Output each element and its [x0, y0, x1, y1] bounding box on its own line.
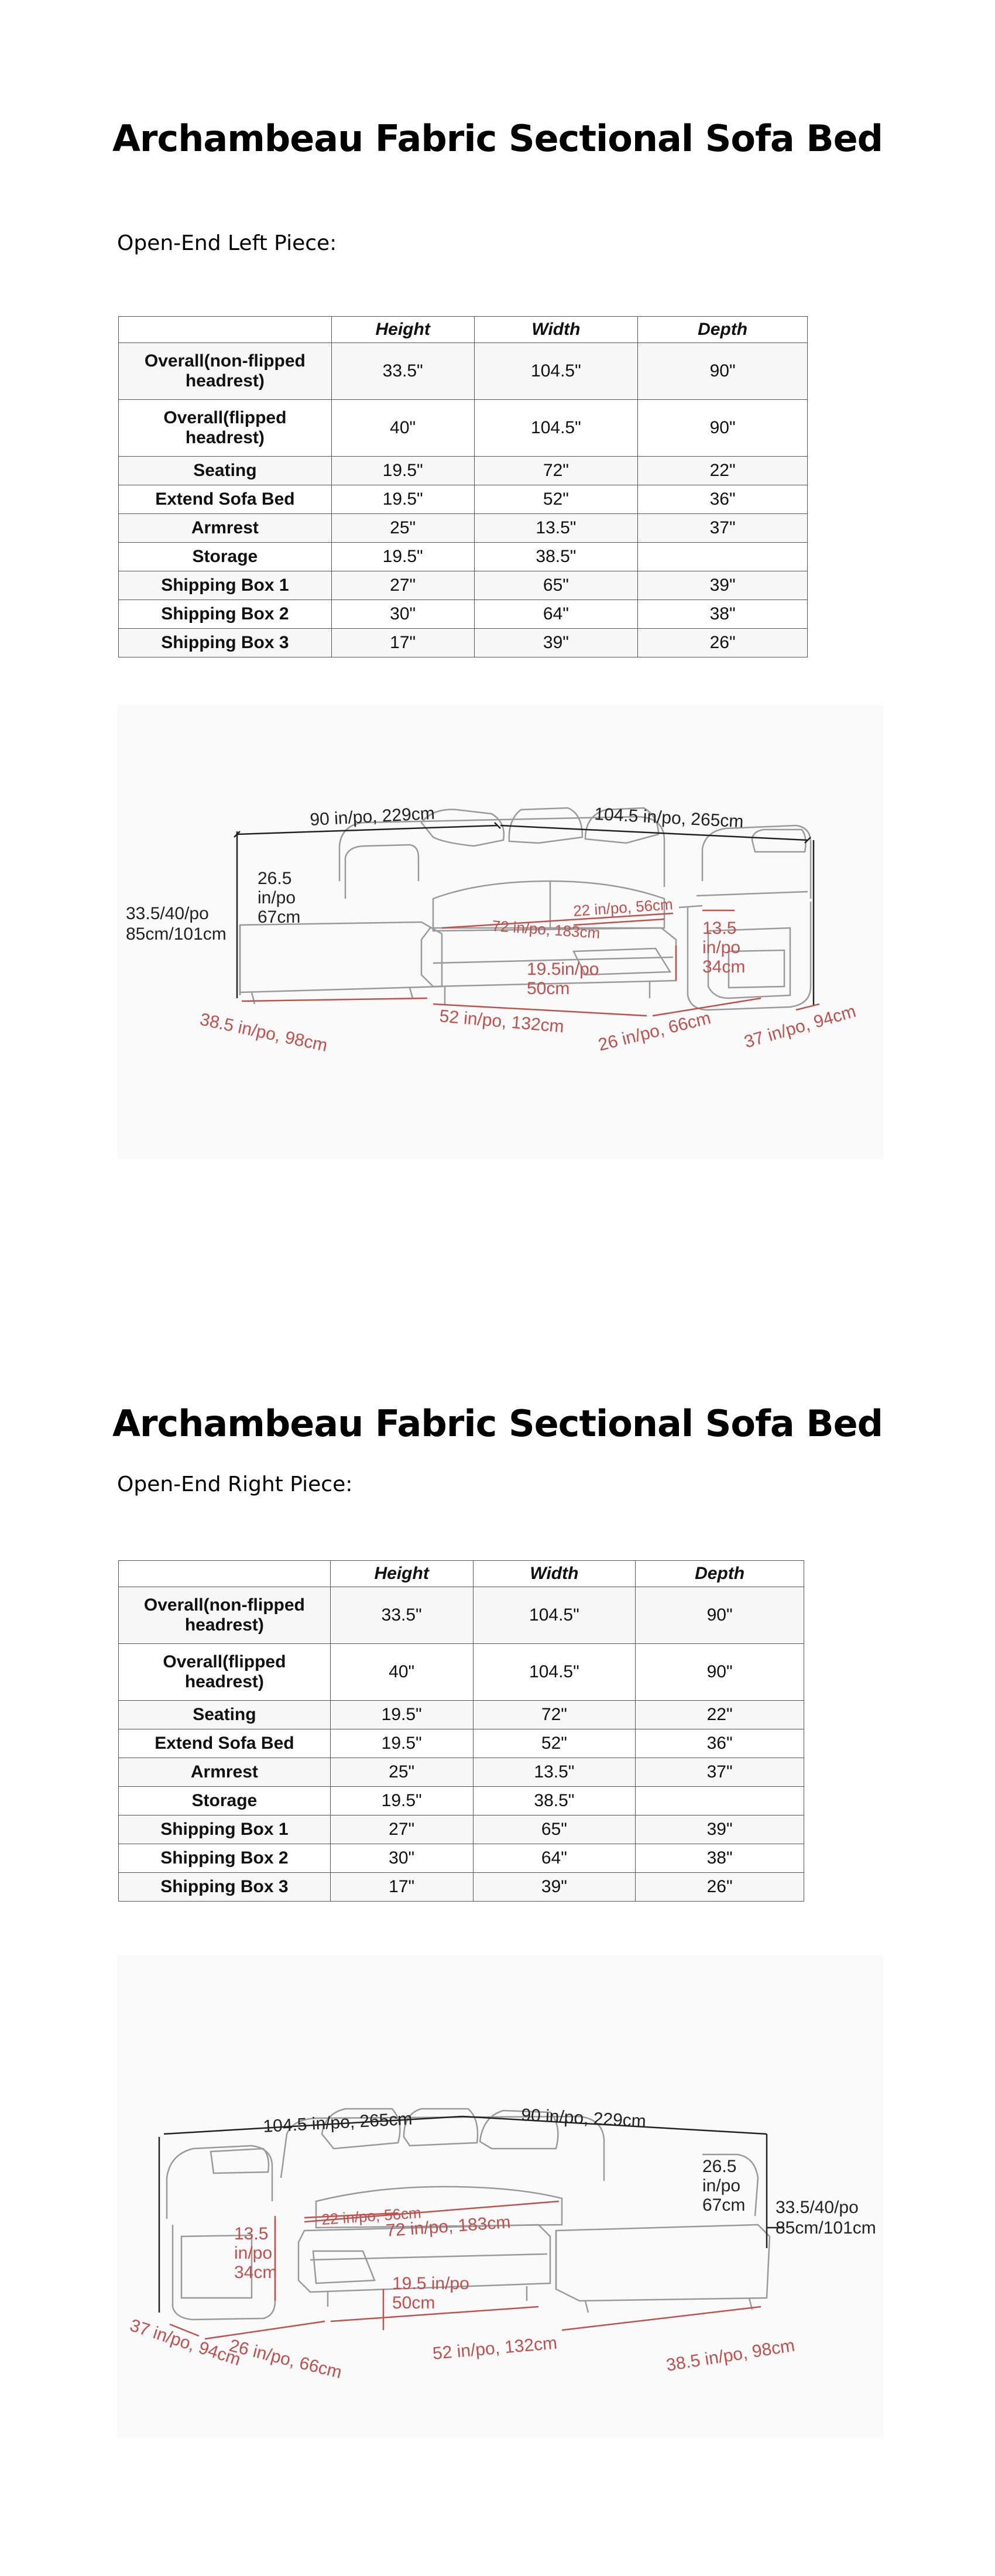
cell-depth: 90": [636, 1587, 804, 1644]
dimensions-table: [118, 1560, 804, 1902]
cell-depth: 26": [636, 1873, 804, 1902]
dim-armrest-line2: in/po: [234, 2243, 273, 2263]
cell-height: 40": [331, 400, 474, 457]
table-row: [119, 457, 808, 485]
cell-height: 27": [331, 571, 474, 600]
dim-armrest-line3: 34cm: [702, 957, 746, 977]
table-row: [119, 629, 808, 657]
cell-depth: 90": [638, 343, 808, 400]
dim-bed-width: 52 in/po, 132cm: [431, 2333, 558, 2363]
dim-height-line2: 85cm/101cm: [776, 2218, 876, 2238]
dim-armrest-line1: 13.5: [234, 2224, 269, 2243]
dim-backrest-line3: 67cm: [702, 2195, 746, 2215]
section-subtitle: Open-End Left Piece:: [117, 231, 337, 255]
dim-armrest-line3: 34cm: [234, 2263, 277, 2282]
table-row: [119, 1844, 804, 1873]
dim-bed-height-line1: 19.5 in/po: [392, 2274, 469, 2293]
table-header-row: [119, 317, 808, 343]
cell-width: 52": [473, 1729, 636, 1758]
header-blank: [119, 317, 332, 343]
cell-height: 25": [330, 1758, 473, 1787]
cell-height: 19.5": [331, 543, 474, 571]
dim-storage-depth: 38.5 in/po, 98cm: [664, 2335, 797, 2375]
row-label: Shipping Box 2: [119, 1844, 331, 1873]
cell-width: 65": [474, 571, 638, 600]
dim-height-line2: 85cm/101cm: [126, 924, 227, 944]
header-depth: Depth: [636, 1561, 804, 1587]
cell-depth: 37": [636, 1758, 804, 1787]
dim-top-left: 90 in/po, 229cm: [309, 803, 435, 830]
dim-seat-depth: 22 in/po, 56cm: [572, 895, 674, 920]
row-label: Shipping Box 1: [119, 1815, 331, 1844]
dim-storage-depth: 38.5 in/po, 98cm: [198, 1009, 330, 1056]
sofa-diagram-svg: [117, 705, 884, 1159]
dim-armrest-line1: 13.5: [702, 919, 737, 938]
dim-seat-depth: 22 in/po, 56cm: [321, 2204, 422, 2228]
dim-top-left: 104.5 in/po, 265cm: [262, 2109, 413, 2136]
cell-depth: 39": [638, 571, 808, 600]
row-label: Overall(non-flipped headrest): [119, 1587, 331, 1644]
cell-width: 39": [474, 629, 638, 657]
table-row: [119, 485, 808, 514]
row-label: Shipping Box 2: [119, 600, 332, 629]
table-header-row: [119, 1561, 804, 1587]
cell-depth: 22": [638, 457, 808, 485]
row-label: Shipping Box 3: [119, 1873, 331, 1902]
cell-height: 33.5": [330, 1587, 473, 1644]
cell-height: 27": [330, 1815, 473, 1844]
row-label: Shipping Box 1: [119, 571, 332, 600]
row-label: Seating: [119, 457, 332, 485]
table-row: [119, 571, 808, 600]
dim-height-line1: 33.5/40/po: [776, 2198, 859, 2217]
table-row: [119, 1701, 804, 1729]
cell-width: 13.5": [474, 514, 638, 543]
cell-width: 104.5": [473, 1644, 636, 1701]
dim-bed-width: 52 in/po, 132cm: [438, 1006, 565, 1037]
cell-width: 64": [473, 1844, 636, 1873]
sofa-dimension-diagram-left: [117, 705, 884, 1159]
cell-width: 104.5": [473, 1587, 636, 1644]
header-blank: [119, 1561, 331, 1587]
table-row: [119, 343, 808, 400]
header-depth: Depth: [638, 317, 808, 343]
page-title: Archambeau Fabric Sectional Sofa Bed: [112, 1402, 883, 1445]
header-width: Width: [473, 1561, 636, 1587]
cell-depth: 90": [636, 1644, 804, 1701]
table-row: [119, 1873, 804, 1902]
cell-height: 25": [331, 514, 474, 543]
cell-depth: 39": [636, 1815, 804, 1844]
cell-depth: 22": [636, 1701, 804, 1729]
cell-width: 39": [473, 1873, 636, 1902]
cell-width: 52": [474, 485, 638, 514]
row-label: Overall(non-flipped headrest): [119, 343, 332, 400]
cell-height: 19.5": [331, 485, 474, 514]
table-row: [119, 1815, 804, 1844]
header-width: Width: [474, 317, 638, 343]
dim-backrest-line1: 26.5: [702, 2157, 737, 2176]
table-row: [119, 400, 808, 457]
dim-top-right: 104.5 in/po, 265cm: [593, 804, 744, 832]
sofa-dimension-diagram-right: [117, 1955, 884, 2438]
table-row: [119, 1758, 804, 1787]
row-label: Extend Sofa Bed: [119, 485, 332, 514]
dim-bed-height-line2: 50cm: [527, 979, 570, 998]
row-label: Shipping Box 3: [119, 629, 332, 657]
dim-bed-depth: 26 in/po, 66cm: [596, 1008, 713, 1055]
row-label: Armrest: [119, 1758, 331, 1787]
dim-backrest-line3: 67cm: [258, 907, 301, 927]
table-row: [119, 543, 808, 571]
table-row: [119, 1729, 804, 1758]
row-label: Storage: [119, 543, 332, 571]
cell-depth: 38": [638, 600, 808, 629]
dim-backrest-line1: 26.5: [258, 869, 292, 888]
cell-height: 19.5": [330, 1787, 473, 1815]
row-label: Armrest: [119, 514, 332, 543]
row-label: Seating: [119, 1701, 331, 1729]
table-row: [119, 1587, 804, 1644]
dim-backrest-line2: in/po: [258, 888, 296, 907]
cell-width: 65": [473, 1815, 636, 1844]
row-label: Overall(flipped headrest): [119, 1644, 331, 1701]
row-label: Storage: [119, 1787, 331, 1815]
header-height: Height: [331, 317, 474, 343]
dim-seat-width: 72 in/po, 183cm: [385, 2212, 512, 2241]
cell-width: 13.5": [473, 1758, 636, 1787]
table-row: [119, 1644, 804, 1701]
cell-width: 104.5": [474, 400, 638, 457]
sofa-diagram-svg: [117, 1955, 884, 2438]
cell-depth: 36": [638, 485, 808, 514]
cell-width: 38.5": [474, 543, 638, 571]
table-row: [119, 1787, 804, 1815]
cell-width: 72": [473, 1701, 636, 1729]
cell-depth: [636, 1787, 804, 1815]
dim-bed-height-line1: 19.5in/po: [527, 960, 599, 979]
cell-width: 104.5": [474, 343, 638, 400]
cell-height: 19.5": [331, 457, 474, 485]
dim-height-line1: 33.5/40/po: [126, 904, 209, 923]
cell-width: 64": [474, 600, 638, 629]
dimensions-table: [118, 316, 808, 657]
cell-depth: 38": [636, 1844, 804, 1873]
cell-height: 30": [330, 1844, 473, 1873]
dim-armrest-line2: in/po: [702, 938, 741, 957]
table-row: [119, 514, 808, 543]
row-label: Overall(flipped headrest): [119, 400, 332, 457]
cell-height: 19.5": [330, 1729, 473, 1758]
dim-arm-depth: 37 in/po, 94cm: [127, 2315, 243, 2370]
section-subtitle: Open-End Right Piece:: [117, 1472, 353, 1496]
cell-width: 38.5": [473, 1787, 636, 1815]
table-row: [119, 600, 808, 629]
cell-depth: 90": [638, 400, 808, 457]
cell-depth: 37": [638, 514, 808, 543]
cell-height: 33.5": [331, 343, 474, 400]
cell-height: 40": [330, 1644, 473, 1701]
cell-depth: 36": [636, 1729, 804, 1758]
dim-bed-height-line2: 50cm: [392, 2293, 435, 2313]
dim-seat-width: 72 in/po, 183cm: [491, 917, 601, 942]
dim-backrest-line2: in/po: [702, 2176, 741, 2195]
page-title: Archambeau Fabric Sectional Sofa Bed: [112, 117, 883, 160]
cell-height: 30": [331, 600, 474, 629]
sofa-outline: [240, 808, 811, 1010]
cell-depth: [638, 543, 808, 571]
cell-height: 17": [330, 1873, 473, 1902]
row-label: Extend Sofa Bed: [119, 1729, 331, 1758]
cell-height: 19.5": [330, 1701, 473, 1729]
dim-arm-depth: 37 in/po, 94cm: [742, 1001, 859, 1052]
header-height: Height: [330, 1561, 473, 1587]
cell-height: 17": [331, 629, 474, 657]
cell-width: 72": [474, 457, 638, 485]
dim-top-right: 90 in/po, 229cm: [520, 2105, 647, 2132]
dimension-lines-black: [234, 823, 814, 1005]
dim-bed-depth: 26 in/po, 66cm: [227, 2335, 344, 2383]
cell-depth: 26": [638, 629, 808, 657]
